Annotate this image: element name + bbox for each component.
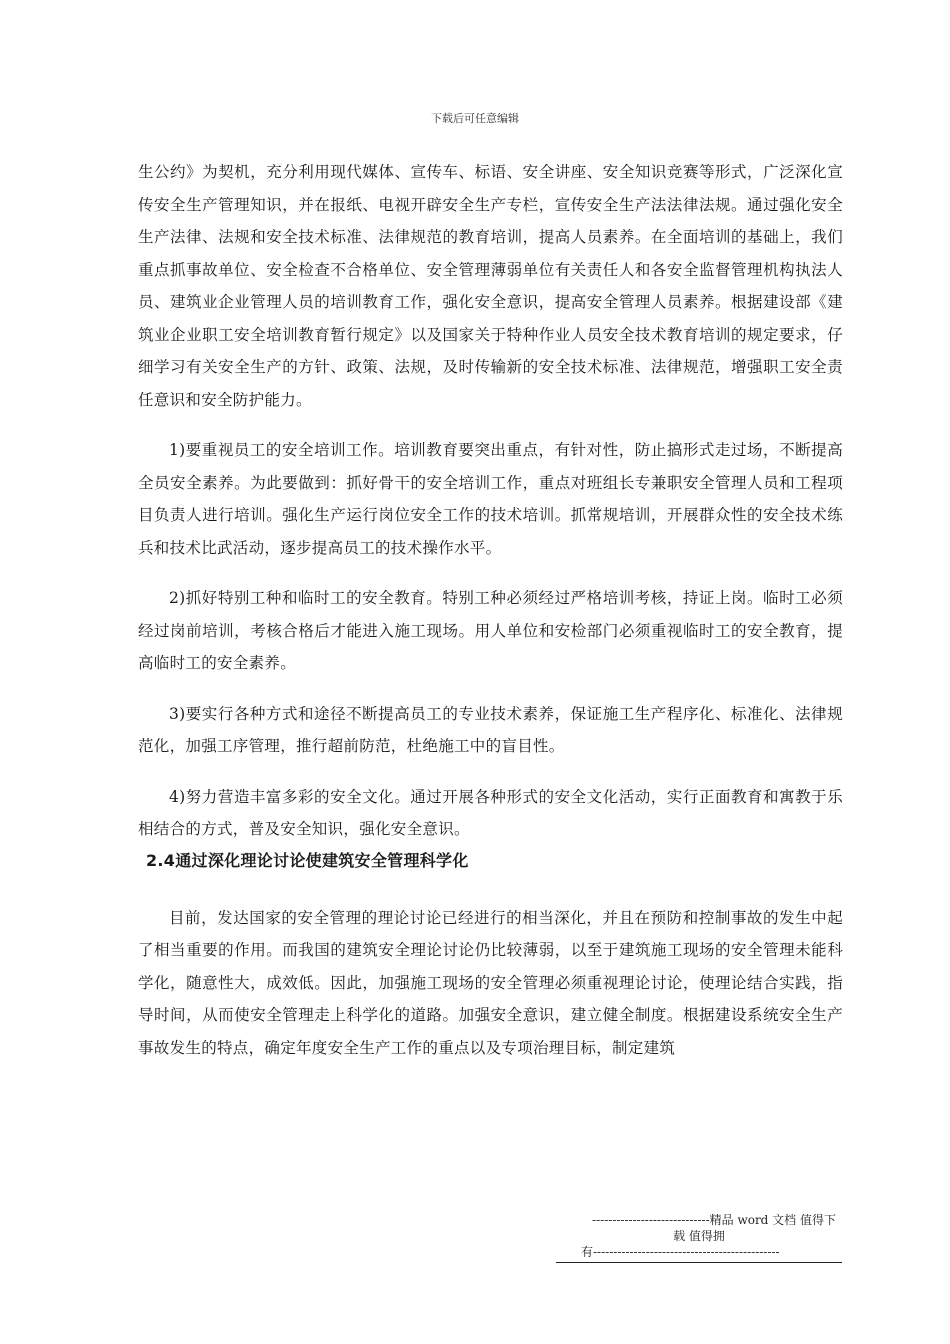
footer-rule (556, 1262, 842, 1263)
body-paragraph: 目前，发达国家的安全管理的理论讨论已经进行的相当深化，并且在预防和控制事故的发生中起了相当重要的作用。而我国的建筑安全理论讨论仍比较薄弱，以至于建筑施工现场的安全管理未能科学化，随意性大，成效低。因此，加强施工现场的安全管理必须重视理论讨论，使理论结合实践，指导时间，从而使安全管理走上科学化的道路。加强安全意识，建立健全制度。根据建设系统安全生产事故发生的特点，确定年度安全生产工作的重点以及专项治理目标，制定建筑 (138, 908, 843, 1057)
body-paragraph: 生公约》为契机，充分利用现代媒体、宣传车、标语、安全讲座、安全知识竞赛等形式，广泛深化宣传安全生产管理知识，并在报纸、电视开辟安全生产专栏，宣传安全生产法法律法规。通过强化安全生产法律、法规和安全技术标准、法律规范的教育培训，提高人员素养。在全面培训的基础上，我们重点抓事故单位、安全检查不合格单位、安全管理薄弱单位有关责任人和各安全监督管理机构执法人员、建筑业企业管理人员的培训教育工作，强化安全意识，提高安全管理人员素养。根据建设部《建筑业企业职工安全培训教育暂行规定》以及国家关于特种作业人员安全技术教育培训的规定要求，仔细学习有关安全生产的方针、政策、法规，及时传输新的安全技术标准、法律规范，增强职工安全责任意识和安全防护能力。 (138, 163, 843, 409)
page-header: 下载后可任意编辑 (431, 112, 519, 125)
footer-watermark (556, 1212, 842, 1263)
list-item-2: 2)抓好特别工种和临时工的安全教育。特别工种必须经过严格培训考核，持证上岗。临时工必须经过岗前培训，考核合格后才能进入施工现场。用人单位和安检部门必须重视临时工的安全教育，提高临时工的安全素养。 (138, 589, 843, 672)
document-body (138, 156, 843, 1064)
list-item-1: 1)要重视员工的安全培训工作。培训教育要突出重点，有针对性，防止搞形式走过场，不断提高全员安全素养。为此要做到：抓好骨干的安全培训工作，重点对班组长专兼职安全管理人员和工程项目负责人进行培训。强化生产运行岗位安全工作的技术培训。抓常规培训，开展群众性的安全技术练兵和技术比武活动，逐步提高员工的技术操作水平。 (138, 441, 843, 557)
list-item-3: 3)要实行各种方式和途径不断提高员工的专业技术素养，保证施工生产程序化、标准化、法律规范化，加强工序管理，推行超前防范，杜绝施工中的盲目性。 (138, 704, 843, 755)
list-item-4: 4)努力营造丰富多彩的安全文化。通过开展各种形式的安全文化活动，实行正面教育和寓教于乐相结合的方式，普及安全知识，强化安全意识。 (138, 787, 843, 838)
footer-line: -----------------------------精品 word 文档 值得下 (592, 1213, 836, 1227)
section-heading: 2.4通过深化理论讨论使建筑安全管理科学化 (146, 850, 469, 870)
footer-line: 有---------------------------------------------- (581, 1245, 780, 1259)
footer-line: 载 值得拥 (673, 1229, 725, 1243)
